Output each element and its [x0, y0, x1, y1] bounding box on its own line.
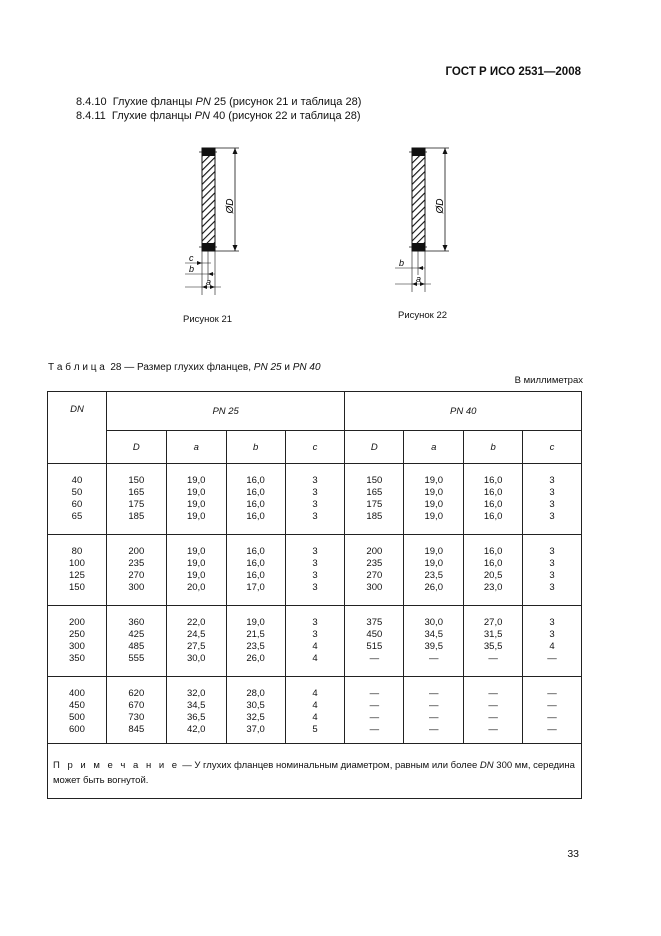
- table-value: 270: [128, 570, 145, 581]
- table-value: —: [547, 700, 557, 711]
- cell-dn: [48, 677, 107, 744]
- table-value: —: [428, 700, 439, 711]
- table-value: 16,0: [246, 558, 265, 569]
- cell-pn25-D: [106, 464, 166, 535]
- cell-pn40-c: [523, 535, 582, 606]
- table-value: 50: [71, 487, 83, 498]
- figure-21-caption: Рисунок 21: [183, 314, 233, 325]
- table-value: 3: [312, 487, 318, 498]
- cell-pn40-D: [345, 535, 404, 606]
- table-value: 200: [69, 617, 85, 628]
- table-value: 4: [312, 653, 318, 664]
- cell-pn25-a: [166, 535, 226, 606]
- table-value: 27,5: [186, 641, 206, 652]
- table-value: 24,5: [186, 629, 206, 640]
- table-value: 3: [549, 475, 555, 486]
- table-value: 16,0: [483, 487, 503, 498]
- table-value: 400: [69, 688, 85, 699]
- table-value: 360: [128, 617, 145, 628]
- group-header-pn40: PN 40: [345, 392, 582, 431]
- table-value: 175: [128, 499, 145, 510]
- table-value: 20,5: [483, 570, 503, 581]
- table-value: 21,5: [246, 629, 265, 640]
- table-value: 23,5: [246, 641, 265, 652]
- table-value: 3: [312, 582, 318, 593]
- figure-22-b-label: b: [399, 258, 405, 268]
- table-value: 300: [69, 641, 85, 652]
- table-value: 16,0: [246, 511, 265, 522]
- table-value: —: [428, 653, 439, 664]
- table-value: 19,0: [186, 511, 206, 522]
- figure-21-diameter-label: ØD: [225, 198, 236, 214]
- table-value: 19,0: [424, 511, 443, 522]
- table-value: 150: [366, 475, 383, 486]
- table-value: 485: [128, 641, 145, 652]
- table-value: 4: [312, 712, 318, 723]
- table-value: 27,0: [483, 617, 503, 628]
- table-value: 730: [128, 712, 145, 723]
- table-value: 150: [128, 475, 145, 486]
- table-value: 3: [549, 511, 555, 522]
- table-value: 450: [366, 629, 383, 640]
- table-value: 23,0: [483, 582, 503, 593]
- table-value: 3: [312, 570, 318, 581]
- cell-pn25-c: [285, 464, 345, 535]
- flange-dimensions-table: [47, 391, 582, 799]
- table-value: —: [369, 724, 380, 735]
- table-value: 300: [128, 582, 145, 593]
- table-value: 16,0: [246, 499, 265, 510]
- cell-pn25-a: [166, 677, 226, 744]
- col-header-pn40-c: c: [523, 431, 582, 464]
- table-value: 3: [312, 558, 318, 569]
- table-value: 3: [549, 582, 555, 593]
- table-value: 3: [549, 487, 555, 498]
- cell-pn25-D: [106, 677, 166, 744]
- cell-pn40-b: [464, 464, 523, 535]
- table-value: 22,0: [186, 617, 206, 628]
- table-value: 35,5: [483, 641, 503, 652]
- table-value: 16,0: [246, 475, 265, 486]
- table-value: 100: [69, 558, 85, 569]
- table-value: 28,0: [246, 688, 265, 699]
- table-value: 19,0: [424, 546, 443, 557]
- section-8-4-11: 8.4.11 Глухие фланцы PN 40 (рисунок 22 и таблица 28): [76, 110, 361, 122]
- table-value: 34,5: [186, 700, 206, 711]
- table-value: 16,0: [483, 499, 503, 510]
- table-value: —: [369, 688, 380, 699]
- table-value: 17,0: [246, 582, 265, 593]
- cell-pn25-c: [285, 535, 345, 606]
- group-header-pn25: PN 25: [106, 392, 345, 431]
- table-value: 3: [549, 499, 555, 510]
- table-value: 3: [549, 546, 555, 557]
- table-value: 350: [69, 653, 85, 664]
- cell-pn40-D: [345, 677, 404, 744]
- figure-21-b-label: b: [189, 264, 195, 274]
- table-value: 250: [69, 629, 85, 640]
- table-value: 185: [366, 511, 383, 522]
- table-value: 80: [71, 546, 83, 557]
- table-value: 235: [128, 558, 145, 569]
- table-value: 845: [128, 724, 145, 735]
- table-value: 4: [549, 641, 555, 652]
- table-value: 185: [128, 511, 145, 522]
- cell-pn25-c: [285, 677, 345, 744]
- cell-dn: [48, 535, 107, 606]
- table-value: —: [369, 700, 380, 711]
- table-value: 20,0: [186, 582, 206, 593]
- table-value: —: [547, 688, 557, 699]
- cell-pn40-D: [345, 606, 404, 677]
- table-value: —: [488, 688, 498, 699]
- table-value: 600: [69, 724, 85, 735]
- table-value: 165: [128, 487, 145, 498]
- table-value: 34,5: [424, 629, 443, 640]
- table-value: 200: [366, 546, 383, 557]
- cell-dn: [48, 464, 107, 535]
- table-value: —: [488, 700, 498, 711]
- cell-pn40-b: [464, 535, 523, 606]
- table-value: 3: [312, 511, 318, 522]
- cell-pn25-c: [285, 606, 345, 677]
- table-value: 32,5: [246, 712, 265, 723]
- cell-pn40-b: [464, 606, 523, 677]
- col-header-pn40-b: b: [464, 431, 523, 464]
- table-value: 3: [312, 475, 318, 486]
- table-value: 19,0: [186, 499, 206, 510]
- table-units: В миллиметрах: [514, 375, 583, 386]
- table-value: 150: [69, 582, 85, 593]
- table-value: 425: [128, 629, 145, 640]
- table-value: —: [547, 653, 557, 664]
- figure-22-drawing: [385, 140, 465, 300]
- cell-pn25-a: [166, 606, 226, 677]
- cell-pn25-b: [226, 677, 285, 744]
- table-value: 450: [69, 700, 85, 711]
- col-header-pn40-a: a: [404, 431, 464, 464]
- cell-pn25-D: [106, 535, 166, 606]
- col-header-dn: DN: [48, 392, 107, 464]
- table-value: 3: [312, 629, 318, 640]
- table-value: 555: [128, 653, 145, 664]
- table-value: 175: [366, 499, 383, 510]
- table-row-group: [48, 464, 582, 535]
- figure-22-a-label: a: [416, 274, 422, 284]
- cell-pn40-D: [345, 464, 404, 535]
- cell-pn40-c: [523, 464, 582, 535]
- table-value: —: [369, 712, 380, 723]
- table-value: 26,0: [424, 582, 443, 593]
- table-value: 60: [71, 499, 83, 510]
- cell-pn40-c: [523, 677, 582, 744]
- table-value: 500: [69, 712, 85, 723]
- table-value: 42,0: [186, 724, 206, 735]
- table-value: 300: [366, 582, 383, 593]
- table-value: —: [488, 653, 498, 664]
- table-value: 31,5: [483, 629, 503, 640]
- table-value: 3: [549, 570, 555, 581]
- table-value: 3: [549, 558, 555, 569]
- table-value: 16,0: [483, 558, 503, 569]
- section-8-4-10: 8.4.10 Глухие фланцы PN 25 (рисунок 21 и таблица 28): [76, 96, 362, 108]
- table-row-group: [48, 535, 582, 606]
- table-value: 30,0: [186, 653, 206, 664]
- table-value: 39,5: [424, 641, 443, 652]
- table-value: 26,0: [246, 653, 265, 664]
- table-value: 200: [128, 546, 145, 557]
- table-value: 4: [312, 641, 318, 652]
- table-value: 3: [312, 546, 318, 557]
- col-header-pn40-D: D: [345, 431, 404, 464]
- cell-pn40-a: [404, 535, 464, 606]
- figure-21-a-label: a: [206, 277, 212, 287]
- table-value: —: [488, 712, 498, 723]
- table-value: 19,0: [186, 487, 206, 498]
- figure-21-drawing: [175, 140, 255, 300]
- table-value: 670: [128, 700, 145, 711]
- table-row-group: [48, 606, 582, 677]
- table-value: 515: [366, 641, 383, 652]
- col-header-pn25-a: a: [166, 431, 226, 464]
- table-value: 16,0: [246, 570, 265, 581]
- col-header-pn25-c: c: [285, 431, 345, 464]
- table-title: Т а б л и ц а 28 — Размер глухих фланцев, PN 25 и PN 40: [48, 362, 321, 373]
- figure-21-c-label: c: [189, 253, 194, 263]
- table-value: —: [428, 724, 439, 735]
- table-value: 30,5: [246, 700, 265, 711]
- table-value: —: [428, 688, 439, 699]
- table-value: 3: [312, 617, 318, 628]
- table-value: —: [369, 653, 380, 664]
- table-value: 19,0: [186, 546, 206, 557]
- cell-pn25-a: [166, 464, 226, 535]
- table-value: 19,0: [424, 499, 443, 510]
- table-value: 235: [366, 558, 383, 569]
- table-value: 19,0: [246, 617, 265, 628]
- table-value: 23,5: [424, 570, 443, 581]
- cell-pn40-b: [464, 677, 523, 744]
- table-value: 36,5: [186, 712, 206, 723]
- cell-pn40-a: [404, 606, 464, 677]
- document-header: ГОСТ Р ИСО 2531—2008: [445, 66, 581, 78]
- figure-22-diameter-label: ØD: [435, 198, 446, 214]
- table-value: 19,0: [186, 558, 206, 569]
- cell-pn40-a: [404, 677, 464, 744]
- table-value: 16,0: [246, 487, 265, 498]
- cell-pn25-b: [226, 535, 285, 606]
- table-value: 16,0: [246, 546, 265, 557]
- table-value: 16,0: [483, 511, 503, 522]
- table-value: —: [428, 712, 439, 723]
- table-value: 3: [312, 499, 318, 510]
- table-value: 19,0: [424, 475, 443, 486]
- table-value: 19,0: [424, 487, 443, 498]
- table-value: 16,0: [483, 546, 503, 557]
- table-value: —: [547, 724, 557, 735]
- page-number: 33: [567, 848, 579, 860]
- table-value: 30,0: [424, 617, 443, 628]
- table-value: 165: [366, 487, 383, 498]
- col-header-pn25-D: D: [106, 431, 166, 464]
- table-value: 65: [71, 511, 83, 522]
- table-value: 3: [549, 629, 555, 640]
- table-value: 4: [312, 688, 318, 699]
- table-value: 19,0: [186, 570, 206, 581]
- table-value: 125: [69, 570, 85, 581]
- cell-pn40-c: [523, 606, 582, 677]
- table-value: 32,0: [186, 688, 206, 699]
- cell-pn40-a: [404, 464, 464, 535]
- figure-22-caption: Рисунок 22: [398, 310, 448, 321]
- table-row-group: [48, 677, 582, 744]
- col-header-pn25-b: b: [226, 431, 285, 464]
- table-value: 37,0: [246, 724, 265, 735]
- table-value: 16,0: [483, 475, 503, 486]
- table-value: 375: [366, 617, 383, 628]
- table-value: 5: [312, 724, 318, 735]
- table-note: П р и м е ч а н и е — У глухих фланцев номинальным диаметром, равным или более DN 300 мм, середина может быть вогнутой.: [48, 744, 582, 799]
- cell-pn25-D: [106, 606, 166, 677]
- table-value: 620: [128, 688, 145, 699]
- table-value: —: [488, 724, 498, 735]
- table-value: 19,0: [186, 475, 206, 486]
- table-value: 270: [366, 570, 383, 581]
- cell-pn25-b: [226, 464, 285, 535]
- table-value: 4: [312, 700, 318, 711]
- table-value: —: [547, 712, 557, 723]
- cell-pn25-b: [226, 606, 285, 677]
- table-value: 40: [71, 475, 83, 486]
- table-value: 3: [549, 617, 555, 628]
- table-value: 19,0: [424, 558, 443, 569]
- cell-dn: [48, 606, 107, 677]
